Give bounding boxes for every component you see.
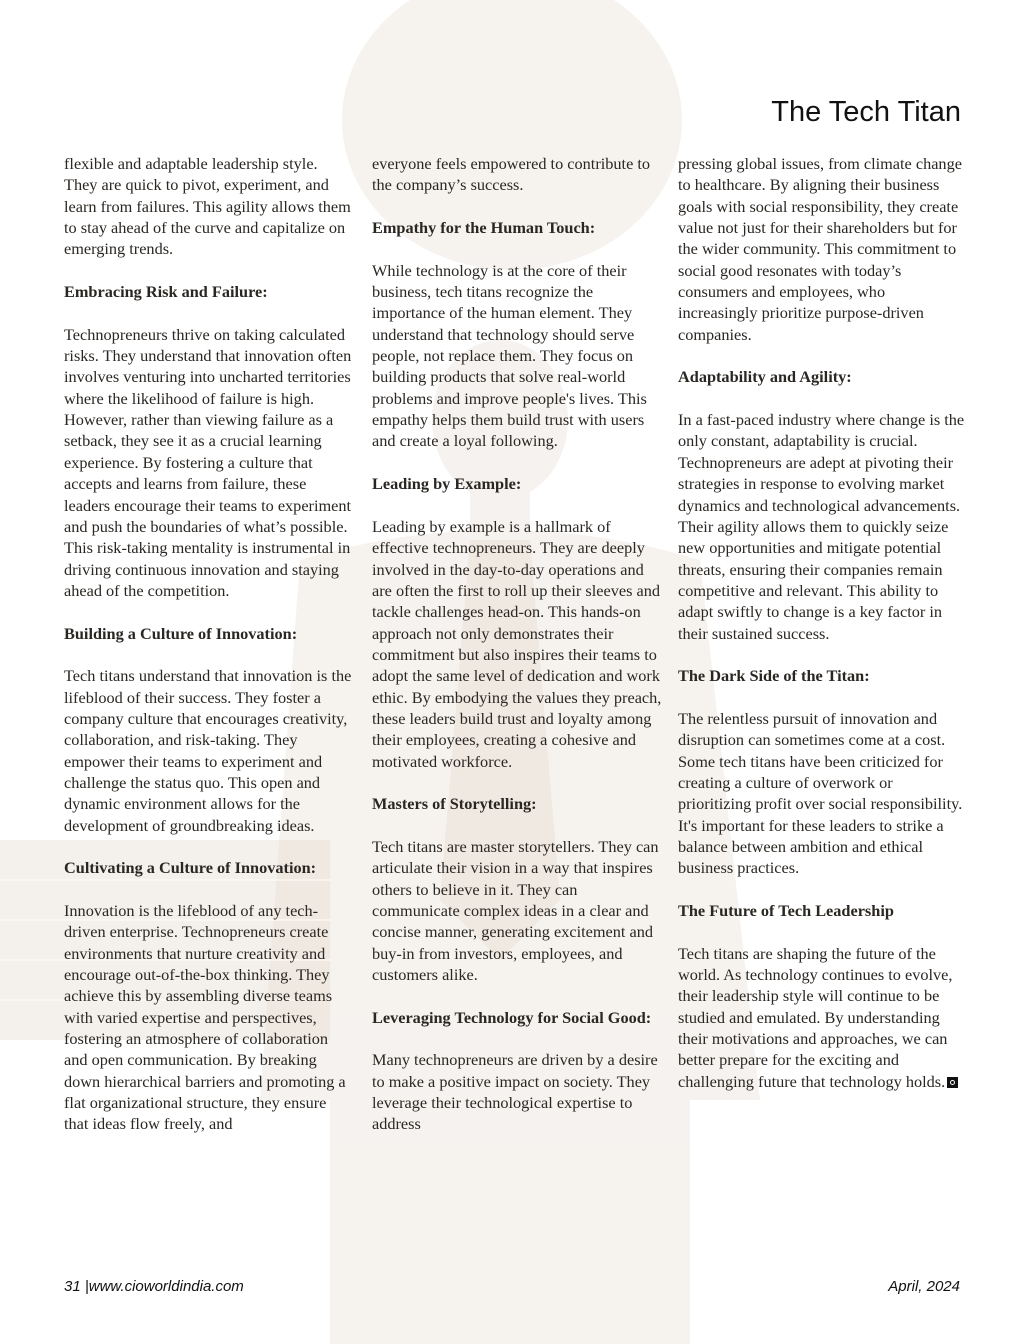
body-paragraph xyxy=(372,836,662,985)
section-heading-text: The Future of Tech Leadership xyxy=(678,901,894,921)
section-heading xyxy=(372,793,662,814)
body-paragraph xyxy=(372,153,662,196)
body-paragraph xyxy=(372,516,662,772)
section-heading xyxy=(678,665,968,686)
body-paragraph-text: Technopreneurs thrive on taking calculated risks. They understand that innovation often involves venturing into uncharted territories where the likelihood of failure is high. However, rather than viewing failure as a setback, they see it as a crucial learning experience. By fostering a culture that accepts and learns from failure, these leaders encourage their teams to experiment and push the boundaries of what’s possible. This risk-taking mentality is instrumental in driving continuous innovation and staying ahead of the competition. xyxy=(64,324,352,600)
body-paragraph-text: Tech titans understand that innovation is the lifeblood of their success. They foster a company culture that encourages creativity, collaboration, and risk-taking. They empower their teams to experiment and challenge the status quo. This open and dynamic environment allows for the development of groundbreaking ideas. xyxy=(64,666,352,835)
footer-page-and-url: 31 |www.cioworldindia.com xyxy=(64,1278,244,1295)
section-heading-text: Adaptability and Agility: xyxy=(678,367,852,387)
body-paragraph xyxy=(678,943,968,1092)
body-paragraph-text: flexible and adaptable leadership style. They are quick to pivot, experiment, and learn from failures. This agility allows them to stay ahead of the curve and capitalize on emerging trends. xyxy=(64,154,351,259)
section-heading-text: Leveraging Technology for Social Good: xyxy=(372,1007,652,1027)
body-paragraph-text: In a fast-paced industry where change is the only constant, adaptability is crucial. Technopreneurs are adept at pivoting their strategies in response to evolving market dynamics and technological advancements. Their agility allows them to quickly seize new opportunities and mitigate potential threats, ensuring their companies remain competitive and relevant. This ability to adapt swiftly to change is a key factor in their sustained success. xyxy=(678,410,965,643)
section-heading xyxy=(372,473,662,494)
body-paragraph xyxy=(678,708,968,879)
body-paragraph-text: The relentless pursuit of innovation and disruption can sometimes come at a cost. Some tech titans have been criticized for creating a culture of overwork or prioritizing profit over social responsibility. It's important for these leaders to strike a balance between ambition and ethical business practices. xyxy=(678,708,963,878)
article-column-2 xyxy=(372,153,662,1156)
body-paragraph xyxy=(372,260,662,452)
body-paragraph-text: Innovation is the lifeblood of any tech-driven enterprise. Technopreneurs create environments that nurture creativity and encourage out-of-the-box thinking. They achieve this by assembling diverse teams with varied expertise and perspectives, fostering an atmosphere of collaboration and open communication. By breaking down hierarchical barriers and promoting a flat organizational structure, they ensure that ideas flow freely, and xyxy=(64,901,346,1134)
section-heading-text: Embracing Risk and Failure: xyxy=(64,282,268,302)
body-paragraph-text: Tech titans are shaping the future of the world. As technology continues to evolve, their leadership style will continue to be studied and emulated. By understanding their motivations and approaches, we can better prepare for the exciting and challenging future that technology holds. xyxy=(678,943,953,1091)
body-paragraph xyxy=(64,153,354,260)
section-heading xyxy=(64,857,354,878)
section-heading-text: The Dark Side of the Titan: xyxy=(678,666,870,686)
body-paragraph-text: Tech titans are master storytellers. They can articulate their vision in a way that inspires others to believe in it. They can communicate complex ideas in a clear and concise manner, generating excitement and buy-in from investors, employees, and customers alike. xyxy=(372,837,659,985)
body-paragraph-text: Leading by example is a hallmark of effective technopreneurs. They are deeply involved in the day-to-day operations and are often the first to roll up their sleeves and tackle challenges head-on. This hands-on approach not only demonstrates their commitment but also inspires their teams to adopt the same level of dedication and work ethic. By embodying the values they preach, these leaders build trust and loyalty among their employees, creating a cohesive and motivated workforce. xyxy=(372,516,662,771)
running-header-title: The Tech Titan xyxy=(771,96,961,128)
section-heading-text: Masters of Storytelling: xyxy=(372,794,537,814)
body-paragraph xyxy=(64,324,354,601)
body-paragraph xyxy=(678,409,968,644)
section-heading-text: Building a Culture of Innovation: xyxy=(64,623,298,643)
body-paragraph-text: Many technopreneurs are driven by a desire to make a positive impact on society. They leverage their technological expertise to address xyxy=(372,1050,658,1134)
body-paragraph xyxy=(372,1049,662,1134)
section-heading xyxy=(678,366,968,387)
section-heading xyxy=(64,623,354,644)
article-column-3 xyxy=(678,153,968,1113)
body-paragraph xyxy=(678,153,968,345)
section-heading xyxy=(64,281,354,302)
footer-issue-date: April, 2024 xyxy=(888,1278,960,1295)
body-paragraph-text: While technology is at the core of their business, tech titans recognize the importance of the human element. They understand that technology should serve people, not replace them. They focus on building products that solve real-world problems and improve people's lives. This empathy helps them build trust with users and create a loyal following. xyxy=(372,260,647,451)
body-paragraph xyxy=(64,900,354,1135)
article-column-1 xyxy=(64,153,354,1156)
article-end-mark-icon xyxy=(947,1077,958,1088)
body-paragraph-text: everyone feels empowered to contribute to the company’s success. xyxy=(372,154,651,195)
section-heading xyxy=(372,1007,662,1028)
section-heading xyxy=(678,900,968,921)
section-heading-text: Leading by Example: xyxy=(372,474,522,494)
body-paragraph-text: pressing global issues, from climate change to healthcare. By aligning their business goals with social responsibility, they create value not just for their shareholders but for the wider community. This commitment to social good resonates with today’s consumers and employees, who increasingly prioritize purpose-driven companies. xyxy=(678,154,962,344)
section-heading-text: Empathy for the Human Touch: xyxy=(372,218,596,238)
section-heading-text: Cultivating a Culture of Innovation: xyxy=(64,858,317,878)
section-heading xyxy=(372,217,662,238)
body-paragraph xyxy=(64,665,354,836)
